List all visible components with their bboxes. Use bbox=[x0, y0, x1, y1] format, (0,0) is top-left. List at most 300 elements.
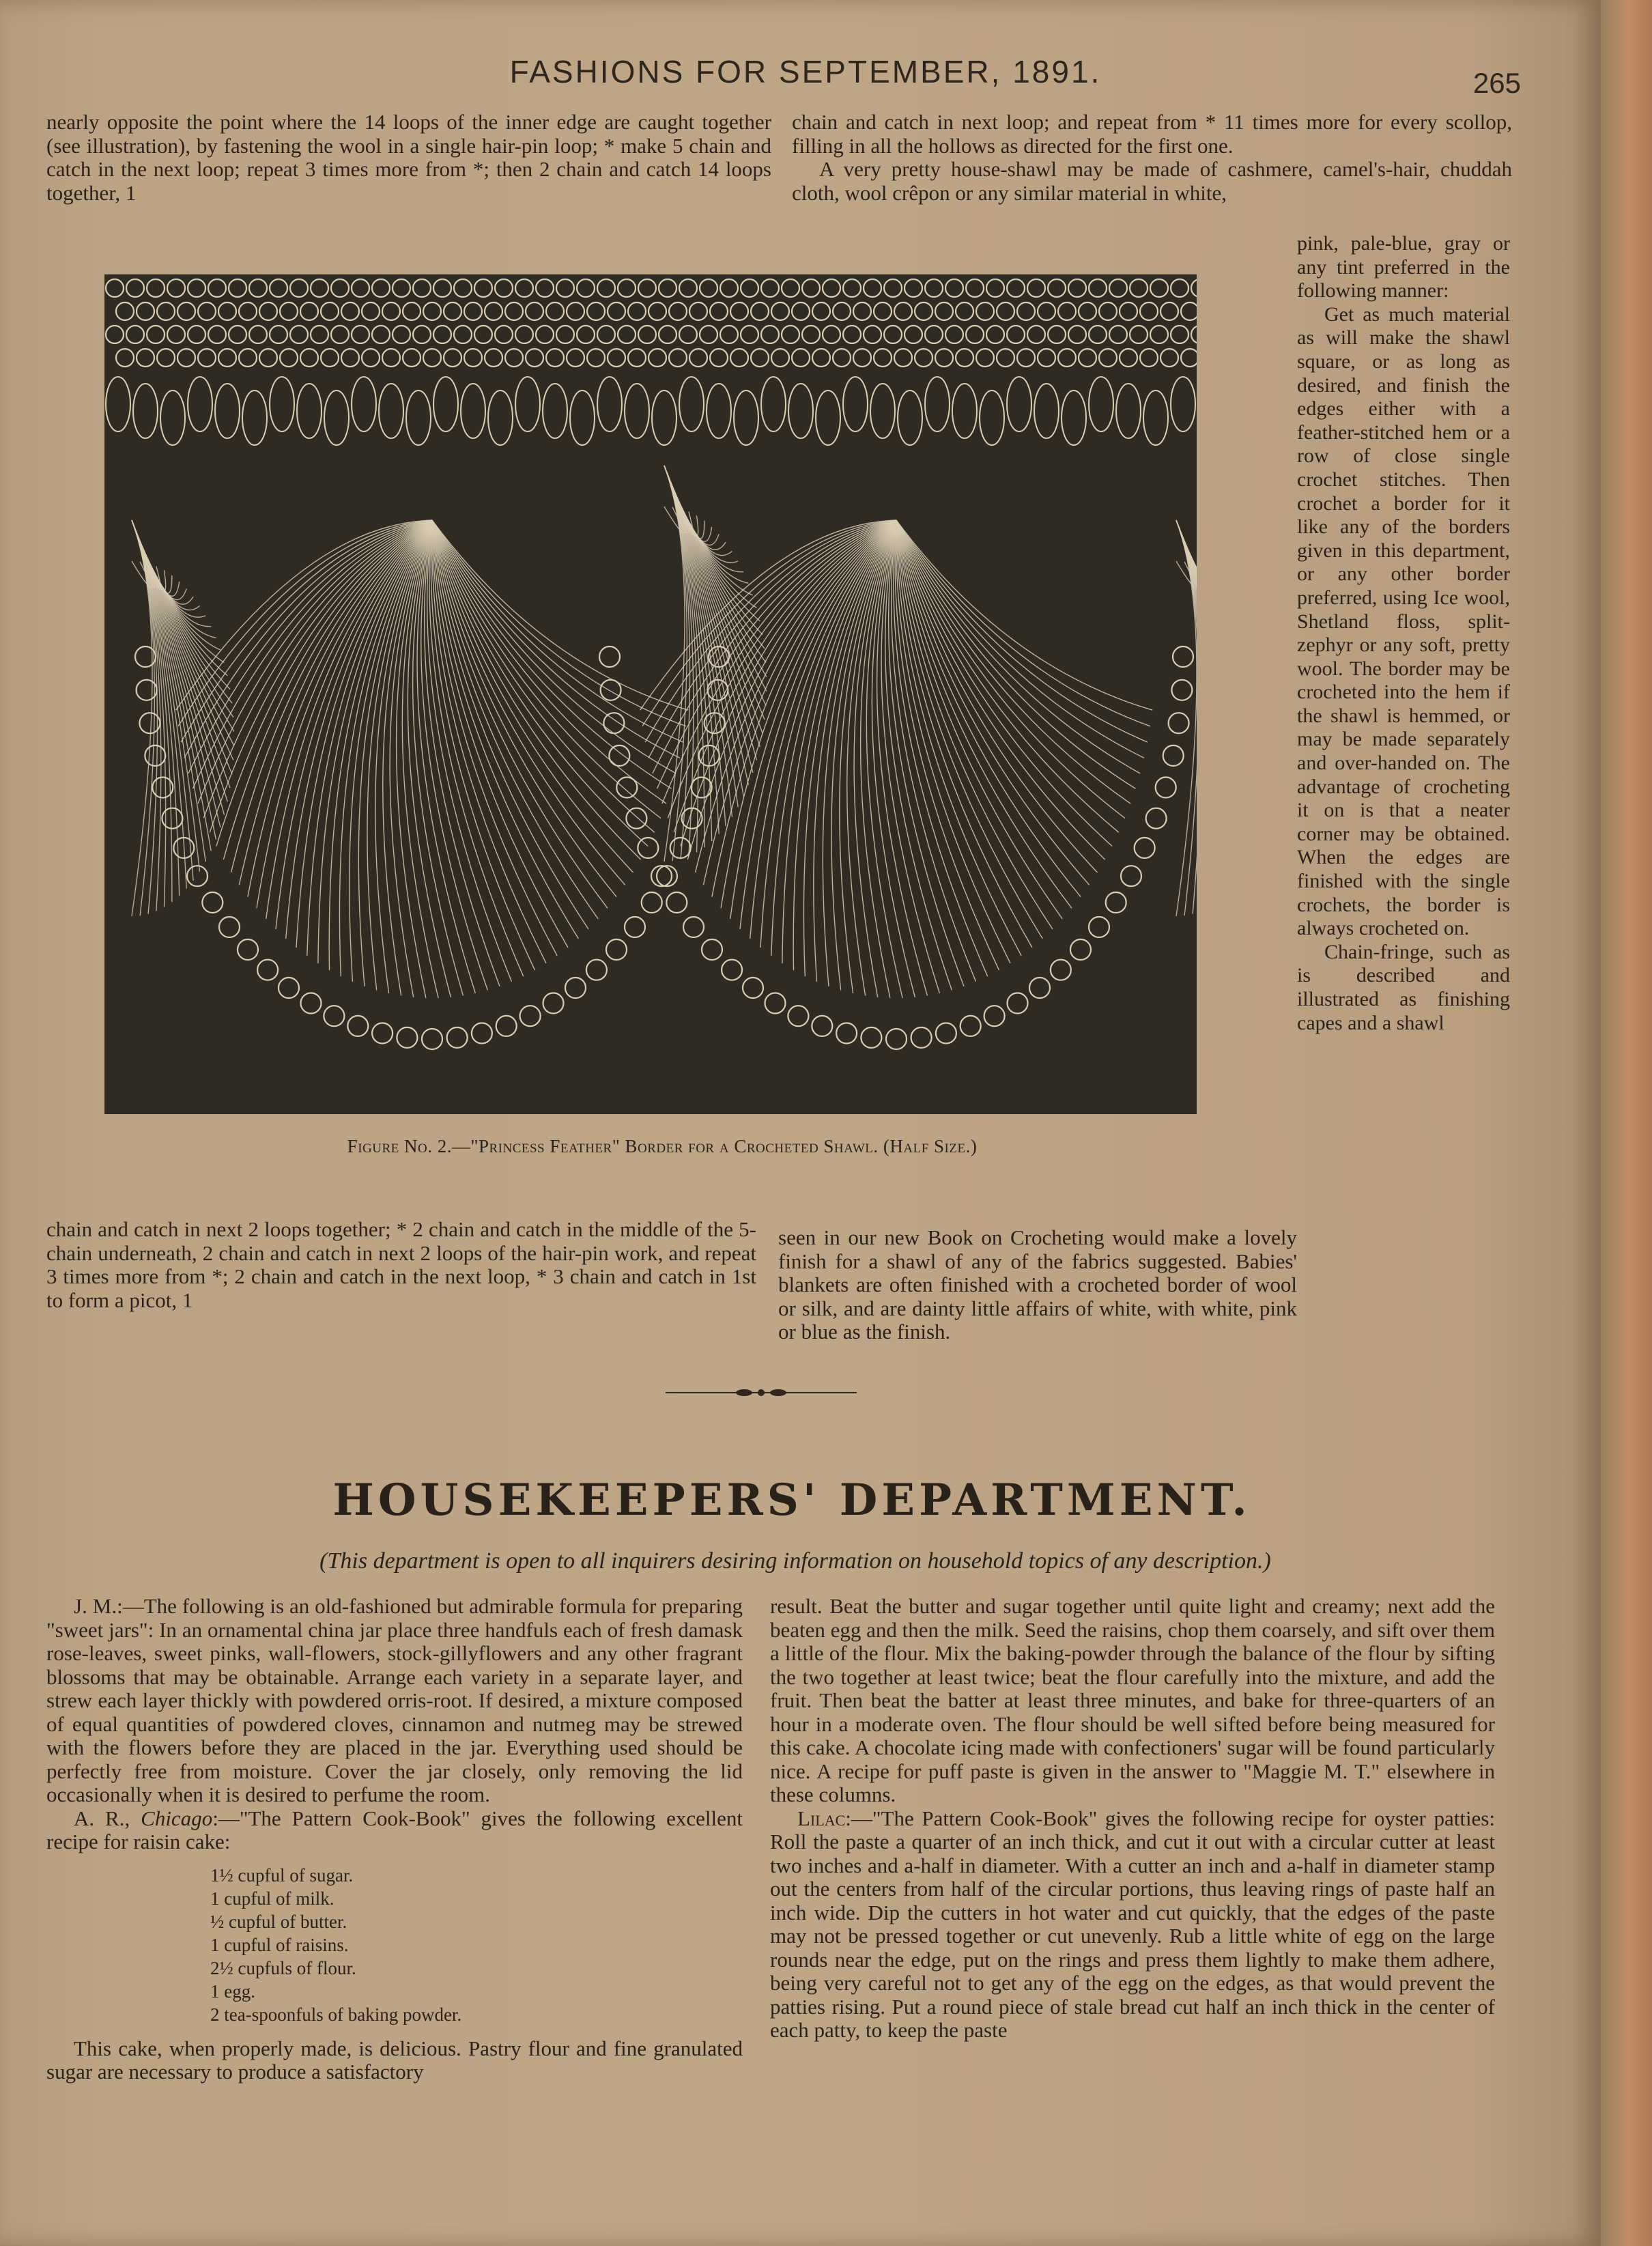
hairpin-loop bbox=[707, 384, 731, 438]
crochet-ring bbox=[157, 302, 175, 320]
raisin-cake-intro bbox=[46, 1807, 743, 1854]
crochet-ring bbox=[331, 326, 349, 343]
hairpin-loop bbox=[406, 390, 431, 445]
crochet-ring bbox=[771, 349, 789, 367]
crochet-ring bbox=[1068, 326, 1086, 343]
crochet-ring bbox=[362, 302, 380, 320]
crochet-ring bbox=[567, 302, 584, 320]
crochet-ring bbox=[454, 279, 472, 297]
crochet-ring bbox=[249, 326, 267, 343]
scallop-ring bbox=[145, 745, 165, 766]
hairpin-loop bbox=[515, 377, 540, 431]
scallop-ring bbox=[616, 778, 637, 798]
hairpin-loop bbox=[925, 377, 950, 431]
scallop-ring bbox=[911, 1027, 932, 1048]
scallop-ring bbox=[626, 808, 646, 829]
hairpin-loop bbox=[843, 377, 868, 431]
crochet-ring bbox=[485, 349, 502, 367]
scallop-ring bbox=[1029, 978, 1050, 998]
scallop-ring bbox=[1173, 646, 1193, 667]
hairpin-loop bbox=[461, 384, 485, 438]
crochet-ring bbox=[556, 326, 574, 343]
hairpin-loop bbox=[242, 390, 267, 445]
feather-strand bbox=[432, 520, 688, 710]
scallop-ring bbox=[279, 978, 299, 998]
hairpin-loop bbox=[788, 384, 813, 438]
crochet-ring bbox=[649, 349, 666, 367]
raisin-cake-intro-text: :—"The Pattern Cook-Book" gives the following excellent recipe for raisin cake: bbox=[46, 1806, 743, 1853]
crochet-ring bbox=[608, 302, 625, 320]
crochet-ring bbox=[812, 349, 830, 367]
crochet-ring bbox=[300, 302, 318, 320]
princess-feather-border-engraving bbox=[104, 274, 1197, 1114]
feather-strand bbox=[417, 520, 475, 993]
scallop-ring bbox=[609, 745, 629, 766]
scallop-ring bbox=[1070, 939, 1091, 960]
crochet-ring bbox=[1109, 279, 1127, 297]
scallop-ring bbox=[788, 1006, 808, 1026]
hairpin-loop bbox=[816, 390, 840, 445]
cake-method-paragraph: result. Beat the butter and sugar together until quite light and creamy; next add the beaten egg and then the milk. Seed the raisins, chop them coarsely, and sift over them a little of the flour. Mix the baking-powder through the balance of the flour by sifting the two together at least twice; beat the flour carefully into the mixture, and add the fruit. Then beat the batter at least three minutes, and bake for three-quarters of an hour in a moderate oven. The flour should be well sifted before being measured for this cake. A chocolate icing made with confectioners' sugar will be found particularly nice. A recipe for puff paste is given in the answer to "Maggie M. T." elsewhere in these columns. bbox=[770, 1594, 1496, 1806]
scallop-ring bbox=[257, 960, 278, 980]
crochet-ring bbox=[321, 349, 339, 367]
crochet-ring bbox=[1150, 279, 1168, 297]
side-paragraph-3: Chain-fringe, such as is described and illustrated as finishing capes and a shawl bbox=[1297, 940, 1510, 1034]
top-right-text bbox=[792, 111, 1512, 205]
crochet-ring bbox=[833, 302, 851, 320]
crochet-ring bbox=[864, 279, 881, 297]
crochet-ring bbox=[1130, 279, 1148, 297]
scallop-ring bbox=[565, 978, 586, 998]
scallop-ring bbox=[886, 1029, 907, 1049]
crochet-ring bbox=[597, 326, 615, 343]
crochet-ring bbox=[894, 349, 912, 367]
crochet-ring bbox=[1038, 302, 1055, 320]
crochet-ring bbox=[720, 279, 738, 297]
crochet-ring bbox=[116, 302, 134, 320]
crochet-ring bbox=[249, 279, 267, 297]
hairpin-loop bbox=[324, 390, 349, 445]
crochet-ring bbox=[628, 349, 646, 367]
crochet-ring bbox=[884, 326, 902, 343]
scallop-ring bbox=[324, 1006, 344, 1026]
crochet-ring bbox=[843, 279, 861, 297]
scallop-ring bbox=[520, 1006, 541, 1026]
crochet-ring bbox=[792, 349, 810, 367]
crochet-ring bbox=[1089, 279, 1107, 297]
crochet-ring bbox=[649, 302, 666, 320]
scallop-ring bbox=[984, 1006, 1005, 1026]
crochet-ring bbox=[1171, 279, 1188, 297]
crochet-ring bbox=[167, 279, 185, 297]
bottom-left-column bbox=[46, 1595, 743, 2084]
scallop-ring bbox=[543, 993, 564, 1014]
crochet-ring bbox=[771, 302, 789, 320]
crochet-ring bbox=[966, 279, 984, 297]
crochet-ring bbox=[403, 349, 421, 367]
crochet-ring bbox=[1089, 326, 1107, 343]
raisin-cake-recipe bbox=[210, 1864, 743, 2026]
scallop-ring bbox=[651, 866, 672, 886]
hairpin-loop bbox=[379, 384, 403, 438]
crochet-ring bbox=[300, 349, 318, 367]
crochet-ring bbox=[608, 349, 625, 367]
crochet-ring bbox=[331, 279, 349, 297]
correspondent-name: A. R., bbox=[74, 1806, 141, 1830]
crochet-ring bbox=[382, 349, 400, 367]
crochet-ring bbox=[638, 326, 656, 343]
scallop-ring bbox=[347, 1016, 368, 1036]
bottom-right-column bbox=[770, 1595, 1495, 2043]
crochet-ring bbox=[1027, 326, 1045, 343]
hairpin-loop bbox=[570, 390, 595, 445]
crochet-ring bbox=[1109, 326, 1127, 343]
crochet-ring bbox=[208, 279, 226, 297]
hairpin-loop bbox=[160, 390, 185, 445]
crochet-ring bbox=[188, 279, 205, 297]
crochet-ring bbox=[782, 326, 799, 343]
hairpin-loop bbox=[1034, 384, 1059, 438]
scallop-ring bbox=[765, 993, 786, 1014]
crochet-ring bbox=[741, 279, 758, 297]
crochet-ring bbox=[812, 302, 830, 320]
crochet-ring bbox=[853, 349, 871, 367]
crochet-ring bbox=[239, 349, 257, 367]
oyster-patties-text: :—"The Pattern Cook-Book" gives the following recipe for oyster patties: Roll the paste a quarter of an inch thick, and cut it out with a circular cutter at least two inches and a-half in diameter. With a cutter an inch and a-half in diameter stamp out the centers from half of the circular portions, thus leaving rings of paste half an inch wide. Dip the cutters in hot water and cut quickly, that the edges of the paste may not be pressed together or cut unevenly. Rub a little white of egg on the large rounds near the edge, put on the rings and press them lightly to make them adhere, being very careful not to get any of the egg on the edges, as that would prevent the patties rising. Put a round piece of stale bread cut half an inch thick in the center of each patty, to keep the paste bbox=[770, 1806, 1495, 2042]
hairpin-loop bbox=[133, 384, 158, 438]
scallop-ring bbox=[683, 917, 704, 937]
crochet-ring bbox=[433, 326, 451, 343]
crochet-ring bbox=[270, 279, 287, 297]
crochet-ring bbox=[116, 349, 134, 367]
crochet-ring bbox=[413, 279, 431, 297]
crochet-ring bbox=[894, 302, 912, 320]
crochet-ring bbox=[577, 279, 595, 297]
recipe-line: 2 tea-spoonfuls of baking powder. bbox=[210, 2004, 462, 2025]
scallop-ring bbox=[861, 1027, 881, 1048]
hairpin-loop bbox=[352, 377, 376, 431]
hairpin-loop bbox=[488, 390, 513, 445]
crochet-ring bbox=[997, 302, 1014, 320]
crochet-ring bbox=[700, 279, 717, 297]
ornament-divider-icon bbox=[666, 1384, 857, 1401]
scallop-ring bbox=[586, 960, 607, 980]
scallop-ring bbox=[657, 866, 677, 886]
scallop-ring bbox=[1008, 993, 1028, 1014]
crochet-ring bbox=[147, 279, 165, 297]
crochet-ring bbox=[1007, 326, 1025, 343]
crochet-ring bbox=[700, 326, 717, 343]
scallop-ring bbox=[1163, 745, 1184, 766]
recipe-line: 1 cupful of milk. bbox=[210, 1888, 334, 1909]
crochet-ring bbox=[1048, 279, 1066, 297]
crochet-ring bbox=[1099, 302, 1117, 320]
crochet-ring bbox=[474, 326, 492, 343]
crochet-ring bbox=[1038, 349, 1055, 367]
crochet-ring bbox=[372, 279, 390, 297]
crochet-ring bbox=[413, 326, 431, 343]
crochet-ring bbox=[454, 326, 472, 343]
scallop-ring bbox=[202, 892, 223, 913]
crochet-ring bbox=[321, 302, 339, 320]
crochet-ring bbox=[167, 326, 185, 343]
hairpin-loop bbox=[952, 384, 977, 438]
scallop-ring bbox=[599, 646, 620, 667]
hairpin-loop bbox=[1143, 390, 1168, 445]
crochet-ring bbox=[147, 326, 165, 343]
running-title: FASHIONS FOR SEPTEMBER, 1891. bbox=[509, 54, 1102, 89]
scallop-ring bbox=[625, 917, 645, 937]
crochet-ring bbox=[1181, 302, 1197, 320]
crochet-ring bbox=[505, 302, 523, 320]
crochet-ring bbox=[1181, 349, 1197, 367]
recipe-line: 1 egg. bbox=[210, 1980, 255, 2002]
feather-strand bbox=[896, 520, 1150, 726]
hairpin-loop bbox=[1089, 377, 1113, 431]
crochet-ring bbox=[935, 349, 953, 367]
scallop-ring bbox=[1156, 778, 1176, 798]
crochet-ring bbox=[1048, 326, 1066, 343]
crochet-ring bbox=[679, 279, 697, 297]
crochet-ring bbox=[986, 326, 1004, 343]
crochet-ring bbox=[474, 279, 492, 297]
hairpin-loop bbox=[433, 377, 458, 431]
sweet-jars-paragraph: J. M.:—The following is an old-fashioned but admirable formula for preparing "sweet jars": In an ornamental china jar place three handfuls each of fresh damask rose-leaves, sweet pinks, wall-flowers, stock-gillyflowers and any other fragrant blossoms that may be obtainable. Arrange each variety in a separate layer, and strew each layer thickly with powdered orris-root. If desired, a mixture composed of equal quantities of powdered cloves, cinnamon and nutmeg may be strewed with the flowers before they are placed in the jar. Everything used should be perfectly free from moisture. Cover the jar closely, only removing the lid occasionally when it is desired to perfume the room. bbox=[46, 1594, 743, 1806]
crochet-ring bbox=[1120, 302, 1137, 320]
crochet-ring bbox=[393, 326, 410, 343]
crochet-ring bbox=[823, 326, 840, 343]
crochet-ring bbox=[935, 302, 953, 320]
crochet-ring bbox=[177, 302, 195, 320]
crochet-ring bbox=[669, 302, 687, 320]
crochet-ring bbox=[495, 326, 513, 343]
department-intro: (This department is open to all inquirers desiring information on household topics of any description.) bbox=[319, 1548, 1271, 1574]
scallop-ring bbox=[496, 1016, 517, 1036]
crochet-ring bbox=[945, 326, 963, 343]
crochet-ring bbox=[1160, 302, 1178, 320]
crochet-ring bbox=[1027, 279, 1045, 297]
scallop-ring bbox=[603, 713, 624, 733]
crochet-ring bbox=[679, 326, 697, 343]
feather-strand bbox=[432, 520, 686, 726]
feather-strand bbox=[132, 520, 227, 676]
crochet-ring bbox=[229, 279, 246, 297]
crochet-ring bbox=[1191, 279, 1197, 297]
crochet-ring bbox=[515, 326, 533, 343]
crochet-ring bbox=[925, 326, 943, 343]
feather-strand bbox=[132, 520, 234, 746]
side-paragraph-1: pink, pale-blue, gray or any tint preferred in the following manner: bbox=[1297, 232, 1510, 302]
crochet-ring bbox=[106, 279, 124, 297]
feather-strand bbox=[894, 520, 988, 976]
crochet-ring bbox=[341, 302, 359, 320]
feather-strand bbox=[896, 520, 1152, 710]
scallop-ring bbox=[722, 960, 742, 980]
top-left-text bbox=[46, 111, 771, 205]
correspondent-name: Lilac bbox=[797, 1806, 846, 1830]
crochet-ring bbox=[259, 349, 277, 367]
hairpin-loop bbox=[734, 390, 758, 445]
scallop-ring bbox=[812, 1016, 832, 1036]
scallop-ring bbox=[422, 1029, 442, 1049]
hairpin-loop bbox=[270, 377, 294, 431]
recipe-line: 1½ cupful of sugar. bbox=[210, 1864, 354, 1886]
crochet-ring bbox=[730, 302, 748, 320]
crochet-ring bbox=[966, 326, 984, 343]
crochet-ring bbox=[218, 302, 236, 320]
crochet-ring bbox=[874, 302, 892, 320]
side-column bbox=[1297, 232, 1510, 1035]
crochet-ring bbox=[270, 326, 287, 343]
hairpin-loop bbox=[679, 377, 704, 431]
crochet-ring bbox=[1140, 349, 1158, 367]
page-number: 265 bbox=[1472, 67, 1521, 99]
hairpin-loop bbox=[625, 384, 649, 438]
crochet-ring bbox=[433, 279, 451, 297]
feather-strand bbox=[896, 520, 1081, 897]
crochet-ring bbox=[976, 302, 994, 320]
scallop-ring bbox=[638, 838, 658, 858]
scallop-ring bbox=[702, 939, 722, 960]
scallop-ring bbox=[162, 808, 182, 829]
scallop-ring bbox=[372, 1023, 393, 1044]
crochet-ring bbox=[280, 302, 298, 320]
hairpin-loop bbox=[1007, 377, 1031, 431]
oyster-patties-paragraph bbox=[770, 1807, 1495, 2043]
top-right-paragraph-1: chain and catch in next loop; and repeat from * 11 times more for every scollop, filling in all the hollows as directed for the first one. bbox=[792, 110, 1512, 158]
crochet-ring bbox=[864, 326, 881, 343]
crochet-ring bbox=[259, 302, 277, 320]
hairpin-loop bbox=[106, 377, 130, 431]
crochet-ring bbox=[956, 349, 973, 367]
recipe-line: ½ cupful of butter. bbox=[210, 1911, 347, 1932]
crochet-ring bbox=[382, 302, 400, 320]
crochet-ring bbox=[689, 302, 707, 320]
crochet-ring bbox=[311, 279, 328, 297]
crochet-ring bbox=[925, 279, 943, 297]
scallop-ring bbox=[447, 1027, 468, 1048]
crochet-ring bbox=[761, 279, 779, 297]
crochet-ring bbox=[485, 302, 502, 320]
recipe-line: 1 cupful of raisins. bbox=[210, 1934, 349, 1955]
crochet-ring bbox=[526, 349, 543, 367]
crochet-ring bbox=[587, 302, 605, 320]
scallop-ring bbox=[743, 978, 763, 998]
crochet-ring bbox=[372, 326, 390, 343]
scallop-ring bbox=[606, 939, 627, 960]
crochet-ring bbox=[1120, 349, 1137, 367]
crochet-ring bbox=[638, 279, 656, 297]
feather-strand bbox=[350, 520, 432, 982]
scallop-ring bbox=[1089, 917, 1109, 937]
crochet-ring bbox=[577, 326, 595, 343]
crochet-ring bbox=[546, 349, 564, 367]
scallop-ring bbox=[960, 1016, 981, 1036]
crochet-ring bbox=[352, 326, 369, 343]
crochet-ring bbox=[526, 302, 543, 320]
feather-strand bbox=[375, 520, 432, 993]
scallop-ring bbox=[836, 1023, 857, 1044]
hairpin-loop bbox=[215, 384, 240, 438]
scallop-ring bbox=[1146, 808, 1167, 829]
crochet-ring bbox=[689, 349, 707, 367]
crochet-ring bbox=[976, 349, 994, 367]
crochet-ring bbox=[311, 326, 328, 343]
feather-strand bbox=[429, 520, 524, 976]
scallop-ring bbox=[666, 892, 687, 913]
feather-strand bbox=[664, 466, 767, 677]
feather-strand bbox=[132, 520, 186, 889]
crochet-ring bbox=[567, 349, 584, 367]
hairpin-loop bbox=[761, 377, 786, 431]
top-right-paragraph-2: A very pretty house-shawl may be made of cashmere, camel's-hair, chuddah cloth, wool crêpon or any similar material in white, bbox=[792, 157, 1512, 205]
crochet-ring bbox=[126, 279, 144, 297]
crochet-ring bbox=[618, 279, 636, 297]
crochet-ring bbox=[106, 326, 124, 343]
crochet-border-illustration bbox=[104, 274, 1197, 1114]
crochet-ring bbox=[710, 302, 728, 320]
scallop-ring bbox=[397, 1027, 417, 1048]
crochet-ring bbox=[546, 302, 564, 320]
scallop-ring bbox=[1135, 838, 1155, 858]
crochet-ring bbox=[587, 349, 605, 367]
feather-strand bbox=[664, 466, 765, 649]
crochet-ring bbox=[597, 279, 615, 297]
crochet-ring bbox=[218, 349, 236, 367]
hairpin-loop bbox=[1116, 384, 1141, 438]
feather-strand bbox=[276, 520, 432, 929]
page-edge bbox=[1601, 0, 1652, 2246]
feather-strand bbox=[432, 520, 616, 897]
scallop-ring bbox=[1106, 892, 1126, 913]
crochet-ring bbox=[1017, 302, 1035, 320]
crochet-ring bbox=[198, 349, 216, 367]
crochet-ring bbox=[1017, 349, 1035, 367]
scallop-ring bbox=[238, 939, 258, 960]
crochet-ring bbox=[403, 302, 421, 320]
crochet-ring bbox=[1058, 302, 1076, 320]
crochet-ring bbox=[198, 302, 216, 320]
scallop-ring bbox=[1171, 680, 1192, 700]
crochet-ring bbox=[1191, 326, 1197, 343]
crochet-ring bbox=[802, 279, 820, 297]
crochet-ring bbox=[802, 326, 820, 343]
hairpin-loop bbox=[1171, 377, 1195, 431]
crochet-ring bbox=[730, 349, 748, 367]
hairpin-loop bbox=[652, 390, 677, 445]
crochet-ring bbox=[1058, 349, 1076, 367]
crochet-ring bbox=[792, 302, 810, 320]
hairpin-loop bbox=[870, 384, 895, 438]
crochet-ring bbox=[126, 326, 144, 343]
scallop-ring bbox=[1169, 713, 1189, 733]
crochet-ring bbox=[1099, 349, 1117, 367]
crochet-ring bbox=[393, 279, 410, 297]
crochet-ring bbox=[997, 349, 1014, 367]
scallop-ring bbox=[1051, 960, 1071, 980]
crochet-ring bbox=[751, 349, 769, 367]
crochet-ring bbox=[874, 349, 892, 367]
hairpin-loop bbox=[980, 390, 1004, 445]
crochet-ring bbox=[423, 349, 441, 367]
crochet-ring bbox=[352, 279, 369, 297]
hairpin-loop bbox=[543, 384, 567, 438]
crochet-ring bbox=[137, 302, 154, 320]
crochet-ring bbox=[137, 349, 154, 367]
crochet-ring bbox=[884, 279, 902, 297]
crochet-ring bbox=[280, 349, 298, 367]
crochet-ring bbox=[536, 326, 554, 343]
